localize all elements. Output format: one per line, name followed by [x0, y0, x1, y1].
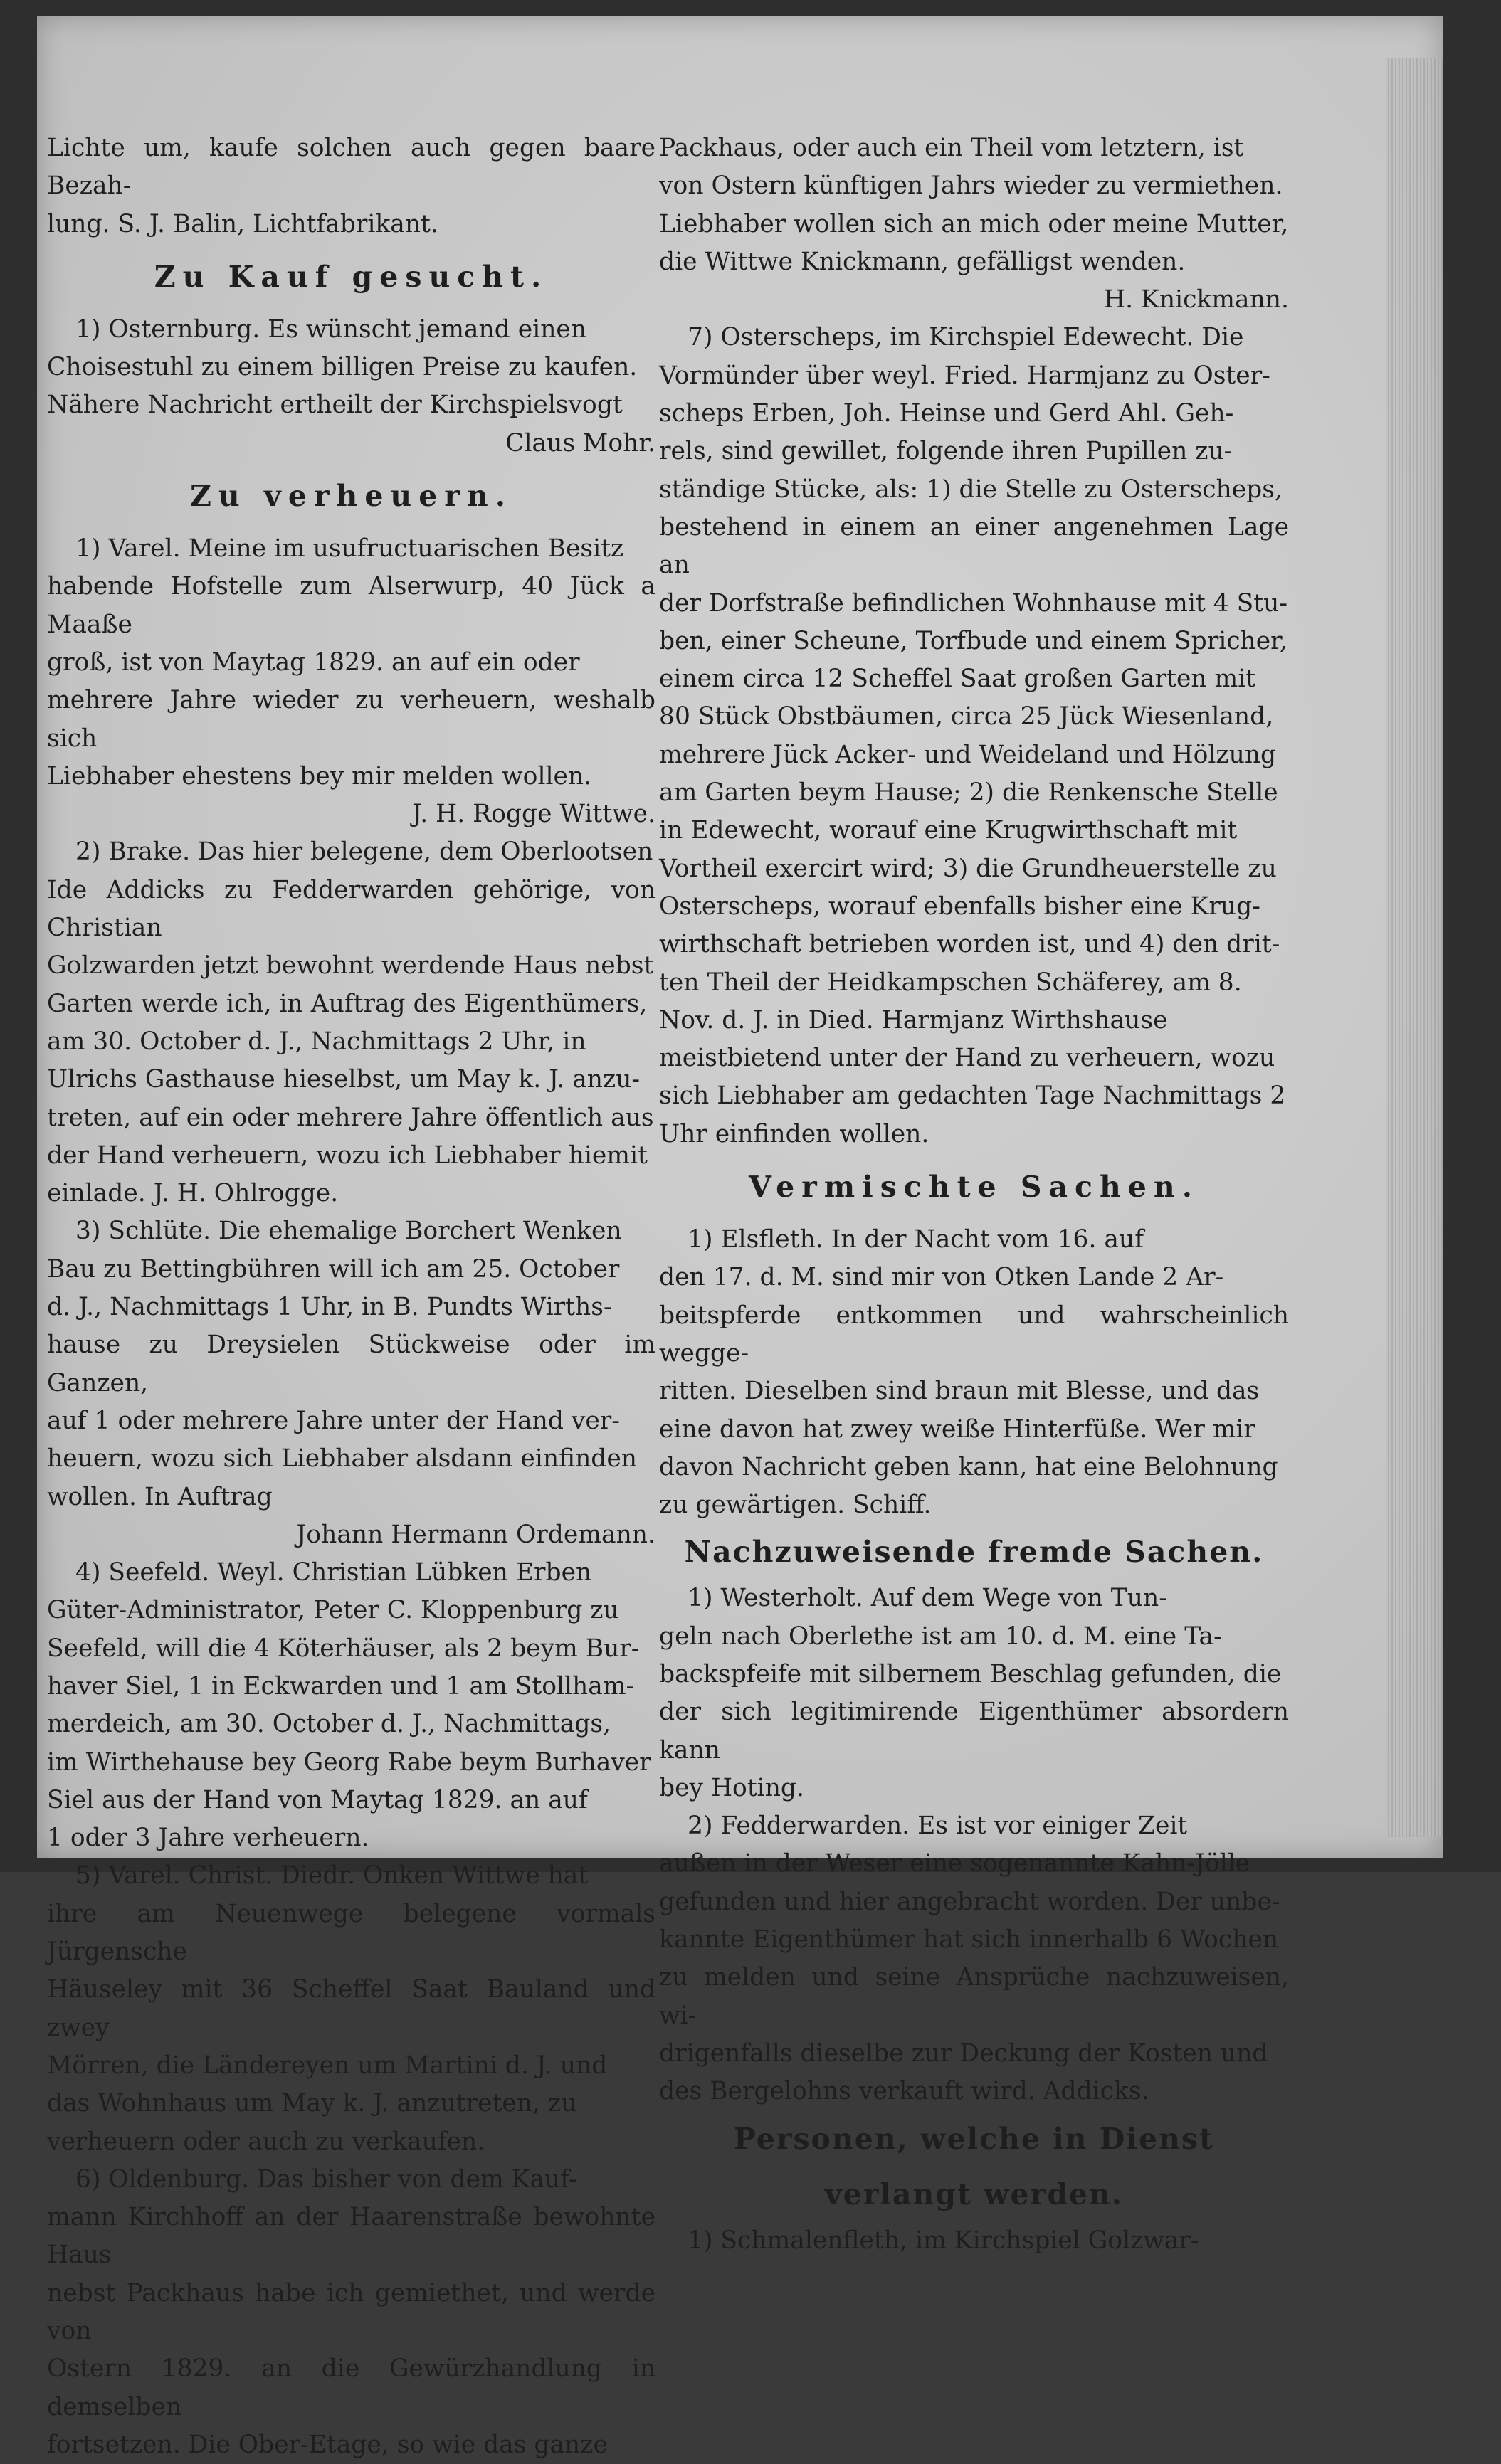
text-line: 1) Varel. Meine im usufructuarischen Besitz: [75, 534, 624, 564]
text-line: sich Liebhaber am gedachten Tage Nachmittags 2: [659, 1082, 1286, 1111]
text-line: 6) Oldenburg. Das bisher von dem Kauf-: [75, 2164, 577, 2194]
text-line: 1) Westerholt. Auf dem Wege von Tun-: [688, 1584, 1167, 1613]
text-line: rels, sind gewillet, folgende ihren Pupillen zu-: [659, 437, 1233, 466]
text-line: hause zu Dreysielen Stückweise oder im Ganzen,: [47, 1331, 655, 1397]
text-line: Häuseley mit 36 Scheffel Saat Bauland und zwey: [47, 1975, 655, 2042]
section-heading-personen-in-dienst: Personen, welche in Dienst verlangt werden.: [734, 2121, 1214, 2211]
text-line: Packhaus, oder auch ein Theil vom letztern, ist: [659, 134, 1244, 162]
text-line: fortsetzen. Die Ober-Etage, so wie das ganze: [47, 2430, 608, 2459]
text-line: merdeich, am 30. October d. J., Nachmittags,: [47, 1710, 611, 1739]
text-line: Golzwarden jetzt bewohnt werdende Haus nebst: [47, 951, 654, 980]
text-line: geln nach Oberlethe ist am 10. d. M. eine Ta-: [659, 1622, 1222, 1651]
paragraph-packhaus: [659, 129, 1289, 319]
text-line: Ostern 1829. an die Gewürzhandlung in demselben: [47, 2354, 655, 2421]
section-heading-nachzuweisende-fremde-sachen: Nachzuweisende fremde Sachen.: [684, 1535, 1264, 1570]
signature: H. Knickmann.: [1104, 285, 1289, 314]
text-line: 2) Brake. Das hier belegene, dem Oberlootsen: [75, 837, 653, 867]
paragraph-varel-1: [47, 530, 655, 833]
text-line: Ide Addicks zu Fedderwarden gehörige, von Christian: [47, 875, 655, 943]
text-line: Vormünder über weyl. Fried. Harmjanz zu Oster-: [659, 361, 1270, 390]
text-line: 3) Schlüte. Die ehemalige Borchert Wenken: [75, 1217, 622, 1246]
signature: Claus Mohr.: [505, 428, 655, 458]
text-line: der Hand verheuern, wozu ich Liebhaber hiemit: [47, 1141, 648, 1170]
text-line: gefunden und hier angebracht worden. Der unbe-: [659, 1887, 1280, 1916]
text-line: in Edewecht, worauf eine Krugwirthschaft mit: [659, 816, 1238, 845]
left-column: [47, 129, 655, 2464]
text-line: am Garten beym Hause; 2) die Renkensche Stelle: [659, 778, 1278, 808]
text-line: Nähere Nachricht ertheilt der Kirchspielsvogt: [47, 391, 623, 420]
text-line: mehrere Jahre wieder zu verheuern, weshalb sich: [47, 686, 655, 753]
text-line: bestehend in einem an einer angenehmen Lage an: [659, 512, 1289, 580]
text-line: mehrere Jück Acker- und Weideland und Hölzung: [659, 740, 1277, 769]
text-line: davon Nachricht geben kann, hat eine Belohnung: [659, 1452, 1278, 1481]
paragraph-elsfleth: [659, 1221, 1289, 1524]
text-line: des Bergelohns verkauft wird. Addicks.: [659, 2077, 1149, 2106]
text-line: treten, auf ein oder mehrere Jahre öffentlich aus: [47, 1103, 654, 1132]
text-line: ständige Stücke, als: 1) die Stelle zu Osterscheps,: [659, 475, 1283, 504]
text-line: Liebhaber ehestens bey mir melden wollen.: [47, 761, 592, 791]
text-line: ben, einer Scheune, Torfbude und einem Spricher,: [659, 626, 1287, 655]
text-line: wollen. In Auftrag: [47, 1482, 273, 1511]
text-line: Lichte um, kaufe solchen auch gegen baare Bezah-: [47, 134, 655, 201]
text-line: Nov. d. J. in Died. Harmjanz Wirthshause: [659, 1005, 1168, 1035]
text-line: 1) Schmalenfleth, im Kirchspiel Golzwar-: [688, 2226, 1199, 2255]
text-line: 7) Osterscheps, im Kirchspiel Edewecht. Die: [688, 323, 1244, 352]
text-line: Güter-Administrator, Peter C. Kloppenburg zu: [47, 1596, 619, 1625]
text-line: ritten. Dieselben sind braun mit Blesse, und das: [659, 1377, 1260, 1406]
text-line: 4) Seefeld. Weyl. Christian Lübken Erben: [75, 1558, 592, 1587]
text-line: Osterscheps, worauf ebenfalls bisher eine Krug-: [659, 892, 1260, 921]
right-column: [659, 129, 1289, 2260]
text-line: 5) Varel. Christ. Diedr. Onken Wittwe hat: [75, 1861, 589, 1891]
text-line: Liebhaber wollen sich an mich oder meine Mutter,: [659, 209, 1289, 238]
text-line: meistbietend unter der Hand zu verheuern, wozu: [659, 1044, 1275, 1073]
text-line: drigenfalls dieselbe zur Deckung der Kosten und: [659, 2039, 1268, 2068]
text-line: ten Theil der Heidkampschen Schäferey, am 8.: [659, 968, 1242, 997]
text-line: Bau zu Bettingbühren will ich am 25. October: [47, 1254, 620, 1284]
paragraph-brake: [47, 833, 655, 1212]
text-line: heuern, wozu sich Liebhaber alsdann einfinden: [47, 1444, 638, 1474]
text-line: 1 oder 3 Jahre verheuern.: [47, 1824, 369, 1853]
text-line: habende Hofstelle zum Alserwurp, 40 Jück a Maaße: [47, 572, 655, 639]
paragraph-candle-seller: [47, 129, 655, 243]
text-line: ihre am Neuenwege belegene vormals Jürgensche: [47, 1899, 655, 1967]
section-heading-zu-verheuern: Zu verheuern.: [190, 479, 512, 514]
text-line: 2) Fedderwarden. Es ist vor einiger Zeit: [688, 1812, 1188, 1841]
text-line: Vortheil exercirt wird; 3) die Grundheuerstelle zu: [659, 854, 1277, 883]
page-edge-shading: [1386, 58, 1443, 1837]
text-line: Seefeld, will die 4 Köterhäuser, als 2 beym Bur-: [47, 1634, 640, 1663]
text-line: Uhr einfinden wollen.: [659, 1119, 929, 1148]
section-heading-zu-kauf-gesucht: Zu Kauf gesucht.: [154, 259, 549, 294]
text-line: scheps Erben, Joh. Heinse und Gerd Ahl. Geh-: [659, 399, 1234, 428]
text-line: Garten werde ich, in Auftrag des Eigenthümers,: [47, 989, 648, 1018]
text-line: von Ostern künftigen Jahrs wieder zu vermiethen.: [659, 171, 1283, 201]
paragraph-varel-5: [47, 1857, 655, 2160]
section-heading-vermischte-sachen: Vermischte Sachen.: [749, 1170, 1199, 1205]
text-line: 80 Stück Obstbäumen, circa 25 Jück Wiesenland,: [659, 702, 1274, 731]
text-line: im Wirthehause bey Georg Rabe beym Burhaver: [47, 1747, 651, 1777]
paragraph-westerholt: [659, 1580, 1289, 1807]
text-line: Siel aus der Hand von Maytag 1829. an auf: [47, 1785, 588, 1814]
text-line: der sich legitimirende Eigenthümer absordern kann: [659, 1698, 1289, 1765]
text-line: außen in der Weser eine sogenannte Kahn-Jölle: [659, 1849, 1250, 1878]
signature: J. H. Rogge Wittwe.: [412, 800, 655, 829]
text-line: bey Hoting.: [659, 1773, 804, 1802]
signature: Johann Hermann Ordemann.: [296, 1520, 655, 1549]
text-line: einlade. J. H. Ohlrogge.: [47, 1179, 339, 1208]
text-line: 1) Elsfleth. In der Nacht vom 16. auf: [688, 1225, 1144, 1254]
text-line: groß, ist von Maytag 1829. an auf ein oder: [47, 647, 580, 677]
text-line: kannte Eigenthümer hat sich innerhalb 6 Wochen: [659, 1925, 1279, 1955]
text-line: den 17. d. M. sind mir von Otken Lande 2 Ar-: [659, 1263, 1224, 1292]
paragraph-oldenburg: [47, 2161, 655, 2464]
text-line: Mörren, die Ländereyen um Martini d. J. und: [47, 2051, 608, 2080]
paragraph-osterscheps: [659, 319, 1289, 1153]
text-line: 1) Osternburg. Es wünscht jemand einen: [75, 314, 587, 344]
text-line: verheuern oder auch zu verkaufen.: [47, 2127, 485, 2156]
text-line: einem circa 12 Scheffel Saat großen Garten mit: [659, 665, 1256, 694]
text-line: d. J., Nachmittags 1 Uhr, in B. Pundts Wirths-: [47, 1293, 612, 1322]
text-line: zu melden und seine Ansprüche nachzuweisen, wi-: [659, 1963, 1289, 2030]
text-line: am 30. October d. J., Nachmittags 2 Uhr, in: [47, 1027, 586, 1056]
text-line: haver Siel, 1 in Eckwarden und 1 am Stollham-: [47, 1671, 635, 1701]
text-line: lung. S. J. Balin, Lichtfabrikant.: [47, 209, 438, 238]
text-line: wirthschaft betrieben worden ist, und 4) den drit-: [659, 930, 1280, 959]
text-line: backspfeife mit silbernem Beschlag gefunden, die: [659, 1659, 1282, 1688]
paragraph-fedderwarden: [659, 1807, 1289, 2110]
paragraph-osternburg: [47, 311, 655, 462]
text-line: zu gewärtigen. Schiff.: [659, 1491, 932, 1520]
text-line: die Wittwe Knickmann, gefälligst wenden.: [659, 247, 1186, 276]
newspaper-page: [37, 16, 1443, 2459]
paragraph-schluete: [47, 1212, 655, 1554]
text-line: nebst Packhaus habe ich gemiethet, und werde von: [47, 2278, 655, 2346]
text-line: auf 1 oder mehrere Jahre unter der Hand ver-: [47, 1406, 620, 1435]
text-line: das Wohnhaus um May k. J. anzutreten, zu: [47, 2089, 577, 2118]
paragraph-seefeld: [47, 1554, 655, 1857]
text-line: mann Kirchhoff an der Haarenstraße bewohnte Haus: [47, 2203, 655, 2270]
text-line: Ulrichs Gasthause hieselbst, um May k. J. anzu-: [47, 1065, 641, 1094]
text-line: eine davon hat zwey weiße Hinterfüße. Wer mir: [659, 1415, 1256, 1444]
paragraph-schmalenfleth: [659, 2222, 1289, 2260]
text-line: Choisestuhl zu einem billigen Preise zu kaufen.: [47, 353, 638, 382]
text-line: beitspferde entkommen und wahrscheinlich wegge-: [659, 1301, 1289, 1368]
text-line: der Dorfstraße befindlichen Wohnhause mit 4 Stu-: [659, 588, 1288, 618]
